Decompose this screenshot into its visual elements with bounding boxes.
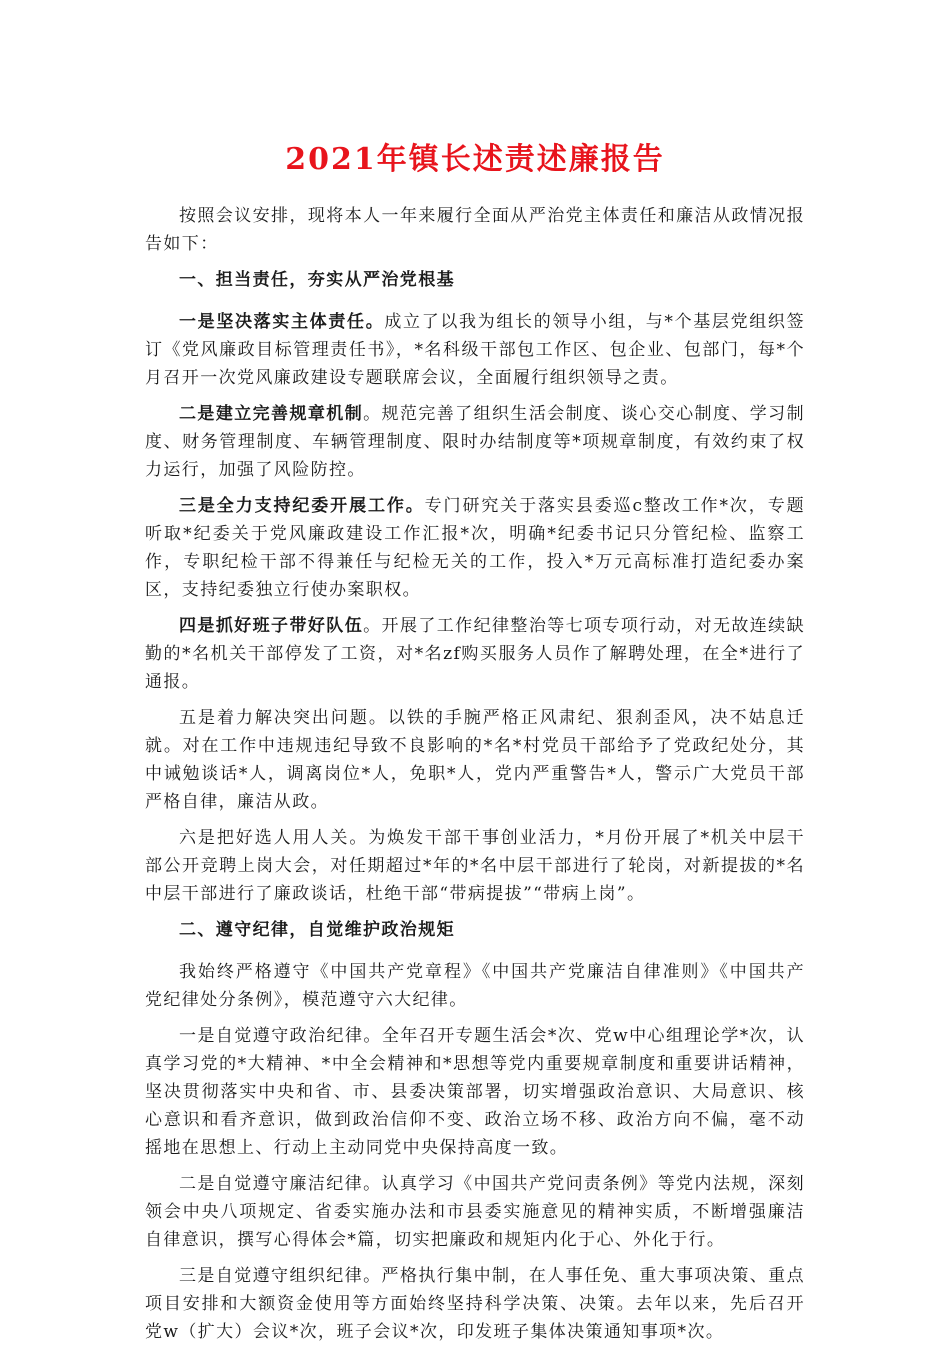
paragraph-body: 。开展了工作纪律整治等七项专项行动，对无故连续缺勤的*名机关干部停发了工资，对*名zf购买服务人员作了解聘处理，在全*进行了通报。 [145,616,805,692]
paragraph-1-4 [145,612,805,696]
paragraph-2-0: 我始终严格遵守《中国共产党章程》《中国共产党廉洁自律准则》《中国共产党纪律处分条例》，模范遵守六大纪律。 [145,962,805,1010]
document-title: 2021年镇长述责述廉报告 [285,142,665,177]
paragraph-1-2 [145,400,805,484]
paragraph-lead: 一是坚决落实主体责任。 [179,312,385,332]
document-page [145,130,805,1354]
paragraph-body: 。规范完善了组织生活会制度、谈心交心制度、学习制度、财务管理制度、车辆管理制度、限时办结制度等*项规章制度，有效约束了权力运行，加强了风险防控。 [145,404,805,480]
paragraph-1-3 [145,492,805,604]
paragraph-body: 成立了以我为组长的领导小组，与*个基层党组织签订《党风廉政目标管理责任书》，*名科级干部包工作区、包企业、包部门，每*个月召开一次党风廉政建设专题联席会议，全面履行组织领导之责。 [145,312,806,388]
section-heading-1: 一、担当责任，夯实从严治党根基 [179,270,455,290]
section-heading-2: 二、遵守纪律，自觉维护政治规矩 [179,920,455,940]
paragraph-2-3: 三是自觉遵守组织纪律。严格执行集中制，在人事任免、重大事项决策、重点项目安排和大额资金使用等方面始终坚持科学决策、决策。去年以来，先后召开党w（扩大）会议*次，班子会议*次，印发班子集体决策通知事项*次。 [145,1266,805,1342]
paragraph-1-1 [145,308,805,392]
paragraph-1-5: 五是着力解决突出问题。以铁的手腕严格正风肃纪、狠刹歪风，决不姑息迁就。对在工作中违规违纪导致不良影响的*名*村党员干部给予了党政纪处分，其中诫勉谈话*人，调离岗位*人，免职*人，党内严重警告*人，警示广大党员干部严格自律，廉洁从政。 [145,708,805,812]
paragraph-2-2: 二是自觉遵守廉洁纪律。认真学习《中国共产党问责条例》等党内法规，深刻领会中央八项规定、省委实施办法和市县委实施意见的精神实质，不断增强廉洁自律意识，撰写心得体会*篇，切实把廉政和规矩内化于心、外化于行。 [145,1174,805,1250]
paragraph-1-6: 六是把好选人用人关。为焕发干部干事创业活力，*月份开展了*机关中层干部公开竞聘上岗大会，对任期超过*年的*名中层干部进行了轮岗，对新提拔的*名中层干部进行了廉政谈话，杜绝干部“带病提拔”“带病上岗”。 [145,828,805,904]
paragraph-2-1: 一是自觉遵守政治纪律。全年召开专题生活会*次、党w中心组理论学*次，认真学习党的*大精神、*中全会精神和*思想等党内重要规章制度和重要讲话精神，坚决贯彻落实中央和省、市、县委决策部署，切实增强政治意识、大局意识、核心意识和看齐意识，做到政治信仰不变、政治立场不移、政治方向不偏，毫不动摇地在思想上、行动上主动同党中央保持高度一致。 [145,1026,805,1158]
paragraph-lead: 二是建立完善规章机制 [179,404,364,424]
paragraph-lead: 三是全力支持纪委开展工作。 [179,496,425,516]
paragraph-body: 专门研究关于落实县委巡c整改工作*次，专题听取*纪委关于党风廉政建设工作汇报*次，明确*纪委书记只分管纪检、监察工作，专职纪检干部不得兼任与纪检无关的工作，投入*万元高标准打造纪委办案区，支持纪委独立行使办案职权。 [145,496,806,600]
paragraph-lead: 四是抓好班子带好队伍 [179,616,364,636]
intro-paragraph: 按照会议安排，现将本人一年来履行全面从严治党主体责任和廉洁从政情况报告如下： [145,206,805,254]
